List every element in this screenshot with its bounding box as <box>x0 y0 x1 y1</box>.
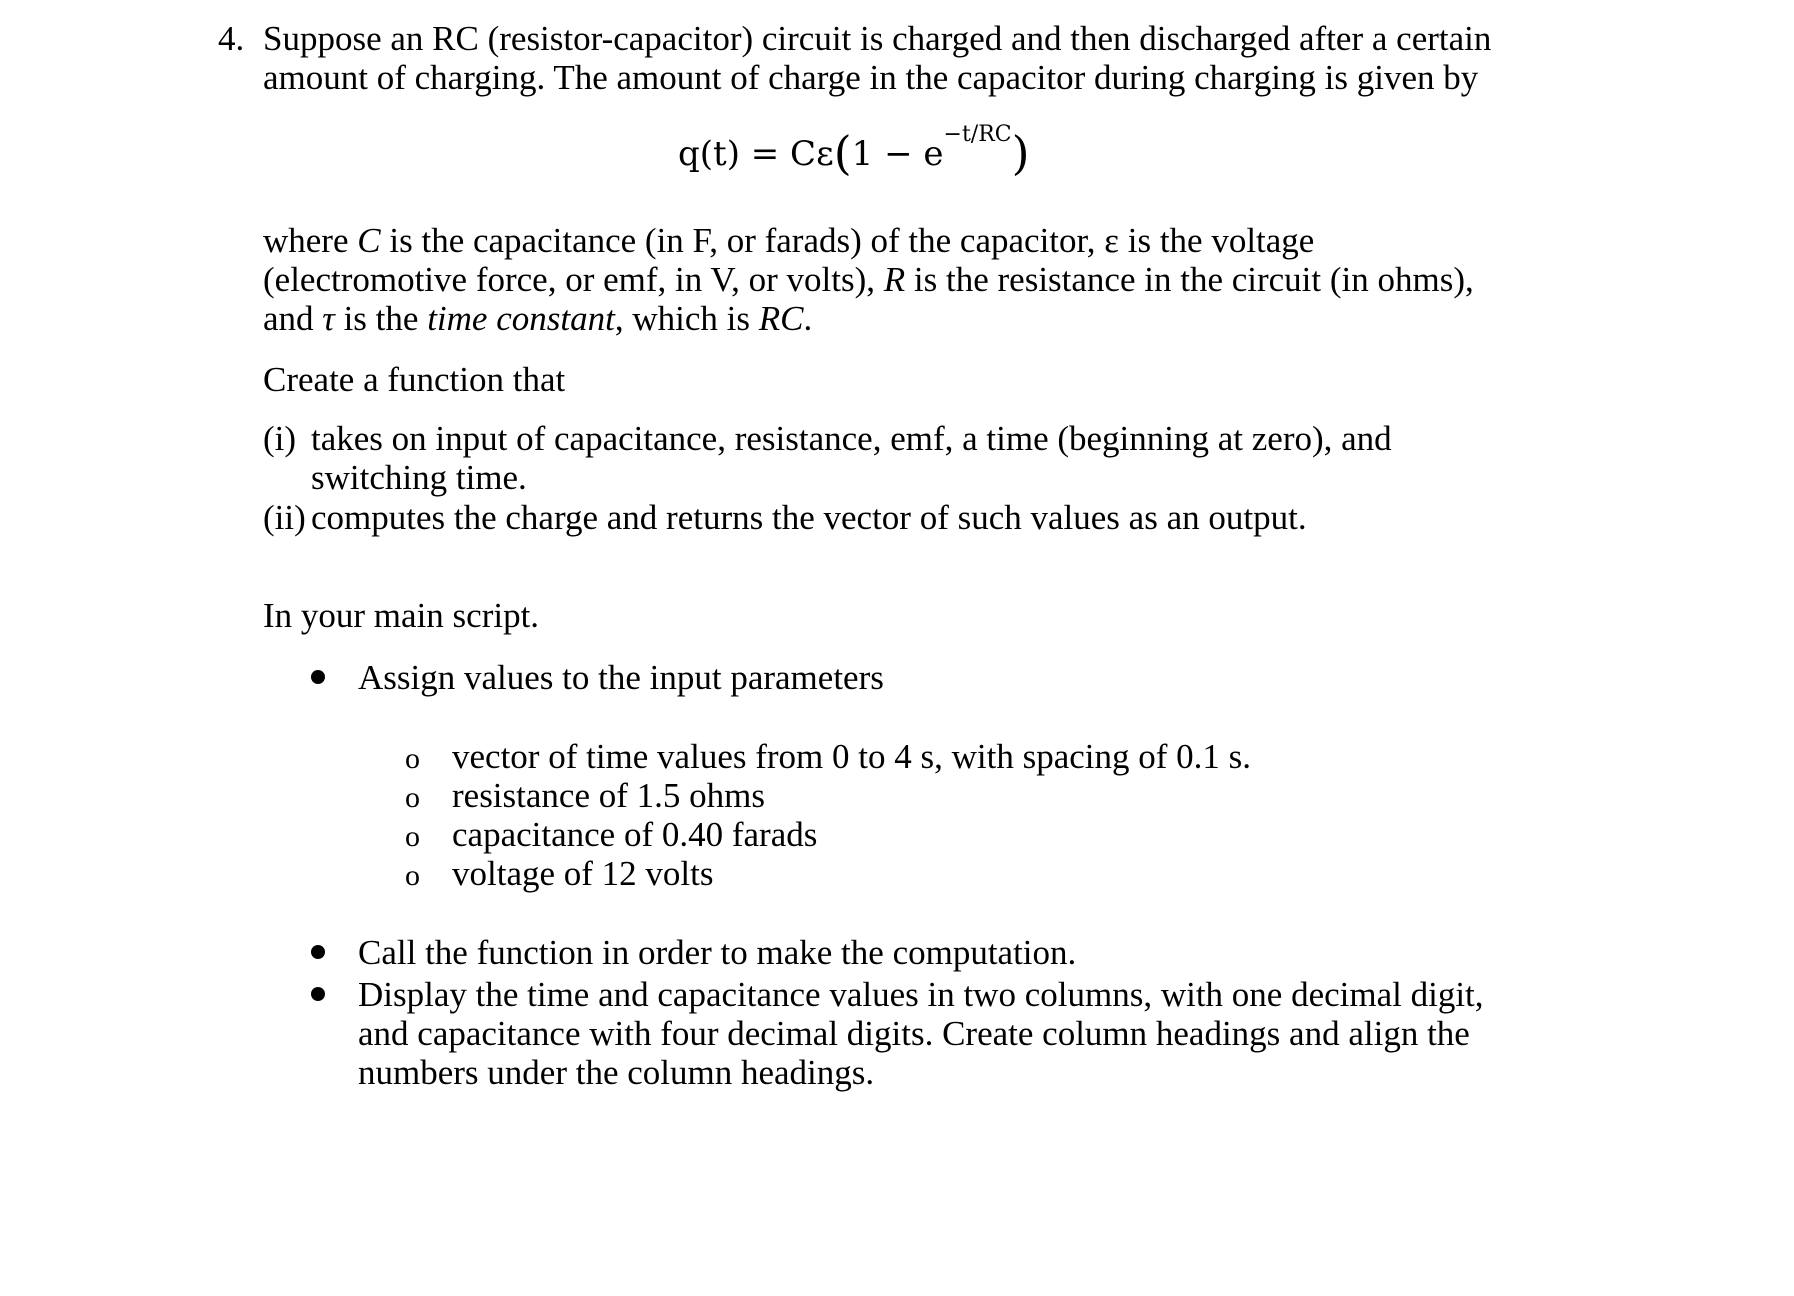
bullet-dot-1 <box>311 670 325 684</box>
intro-line-1: Suppose an RC (resistor-capacitor) circuit is charged and then discharged after a certain <box>263 19 1492 58</box>
bullet-dot-3 <box>311 987 325 1001</box>
bullet-dot-2 <box>311 945 325 959</box>
item-i-line-1: takes on input of capacitance, resistance, emf, a time (beginning at zero), and <box>311 419 1392 458</box>
where-line-2: (electromotive force, or emf, in V, or volts), R is the resistance in the circuit (in ohms), <box>263 260 1474 299</box>
sub-item-time-vector: vector of time values from 0 to 4 s, with spacing of 0.1 s. <box>452 737 1252 776</box>
item-ii-marker: (ii) <box>263 498 306 537</box>
sub-item-capacitance: capacitance of 0.40 farads <box>452 815 818 854</box>
sub-item-voltage: voltage of 12 volts <box>452 854 714 893</box>
item-i-marker: (i) <box>263 419 297 458</box>
where-line-3: and τ is the time constant, which is RC. <box>263 299 813 338</box>
equation-exponent: −t/RC <box>943 122 1012 147</box>
sub-bullet-marker: o <box>405 859 420 892</box>
create-function-heading: Create a function that <box>263 360 566 399</box>
main-script-heading: In your main script. <box>263 596 540 635</box>
bullet-display-line-3: numbers under the column headings. <box>358 1053 875 1092</box>
intro-line-2: amount of charging. The amount of charge in the capacitor during charging is given by <box>263 58 1479 97</box>
problem-number: 4. <box>218 19 245 58</box>
bullet-assign-values: Assign values to the input parameters <box>358 658 884 697</box>
bullet-display-line-1: Display the time and capacitance values in two columns, with one decimal digit, <box>358 975 1484 1014</box>
sub-item-resistance: resistance of 1.5 ohms <box>452 776 765 815</box>
sub-bullet-marker: o <box>405 781 420 814</box>
sub-bullet-marker: o <box>405 742 420 775</box>
charge-equation: $q(t) = C\varepsilon(1 - e^{-t/RC})$ <box>678 122 1030 180</box>
equation-lhs: q(t) = Cε <box>678 134 834 174</box>
item-i-line-2: switching time. <box>311 458 527 497</box>
where-line-1: where C is the capacitance (in F, or farads) of the capacitor, ε is the voltage <box>263 221 1315 260</box>
equation-inner: 1 − e <box>851 134 944 174</box>
item-ii-line-1: computes the charge and returns the vector of such values as an output. <box>311 498 1307 537</box>
bullet-call-function: Call the function in order to make the computation. <box>358 933 1077 972</box>
sub-bullet-marker: o <box>405 820 420 853</box>
bullet-display-line-2: and capacitance with four decimal digits. Create column headings and align the <box>358 1014 1470 1053</box>
